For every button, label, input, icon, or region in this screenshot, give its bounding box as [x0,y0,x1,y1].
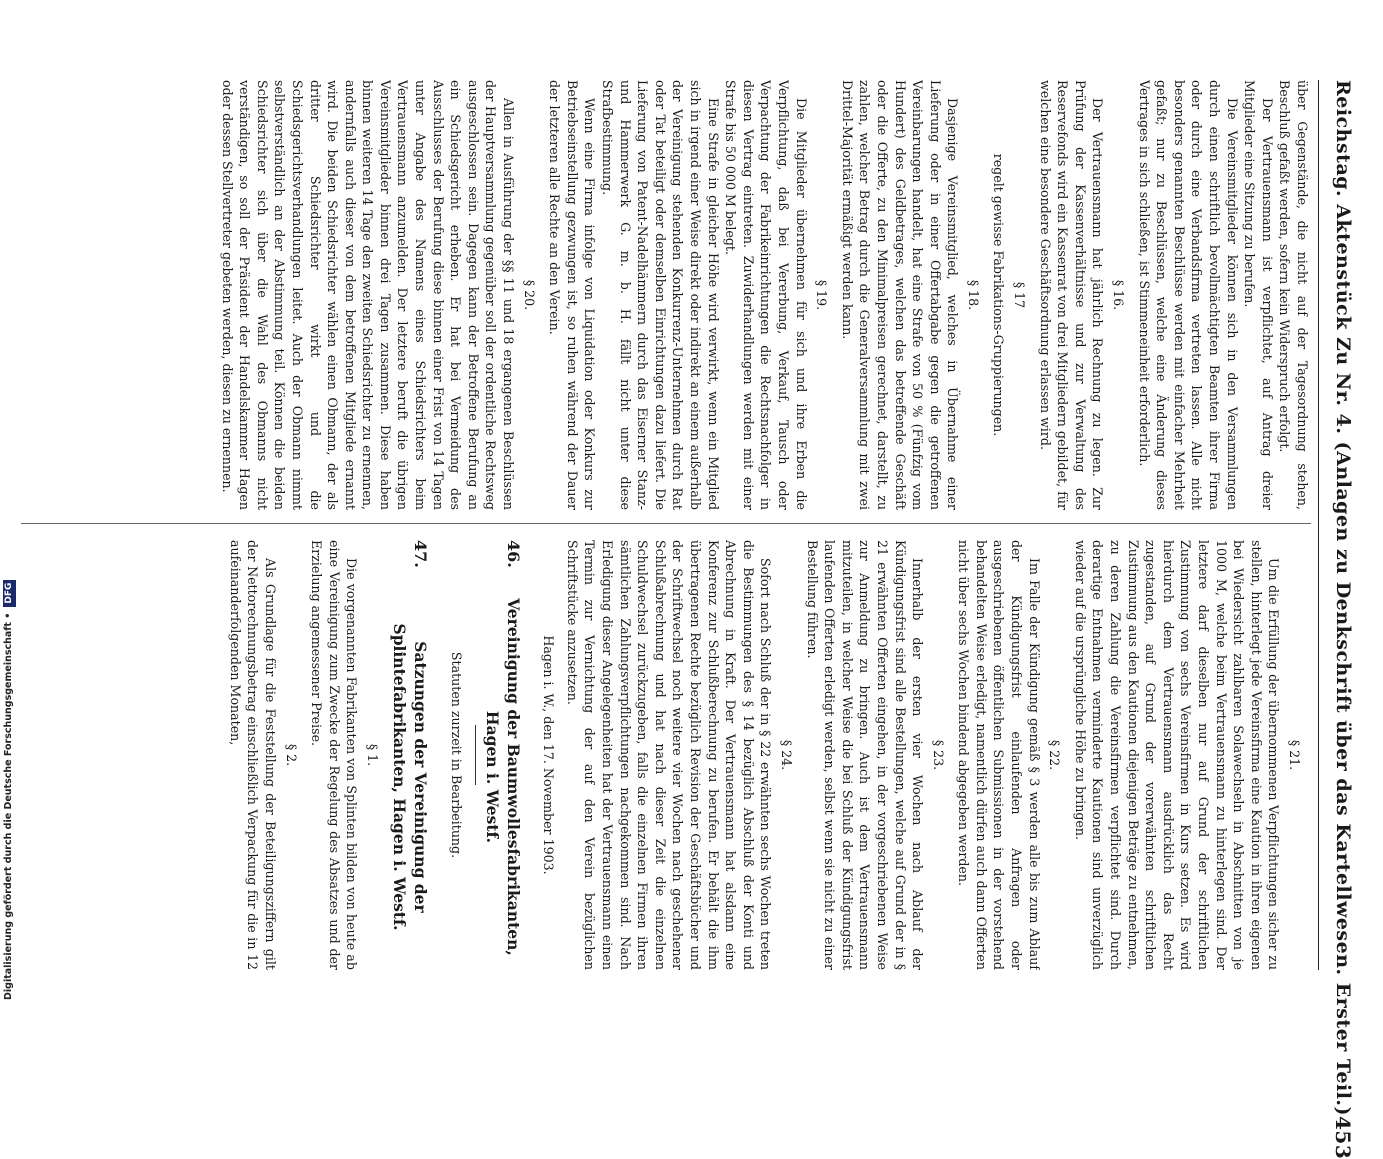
paragraph: Wenn eine Firma infolge von Liquidation oder Konkurs zur Betriebseinstellung gezwungen ist, so ruhen während der Dauer der letzteren alle Rechte an den Verein. [547,80,598,510]
section-heading: § 22. [1047,739,1063,771]
header-rule [1318,80,1319,970]
paragraph: Allen in Ausführung der §§ 11 und 18 ergangenen Beschlüssen der Hauptversammlung gegenüber soll der ordentliche Rechtsweg ausgeschlossen sein. Dagegen kann der Betroffene Berufung an ein Schiedsgericht erheben. Er hat bei Vermeidung des Ausschlusses der Berufung diese binnen einer Frist von 14 Tagen unter Angabe des Namens eines Schiedsrichters beim Vertrauensmann anzumelden. Der letztere beruft die übrigen Vereinsmitglieder binnen drei Tagen zusammen. Diese haben binnen weiteren 14 Tage den zweiten Schiedsrichter zu ernennen, andernfalls auch dieser von dem betroffenen Mitgliede ernannt wird. Die beiden Schiedsrichter wählen einen Obmann, der als dritter Schiedsrichter wirkt und die Schiedsgerichtsverhandlungen leitet. Auch der Obmann nimmt selbstverständlich an der Abstimmung teil. Können die beiden Schiedsrichter sich über die Wahl des Obmanns nicht verständigen, so soll der Präsident der Handelskammer Hagen oder dessen Stellvertreter gebeten werden, diesen zu ernennen. [219,80,517,510]
paragraph: Im Falle der Kündigung gemäß § 3 werden alle bis zum Ablauf der Kündigungsfrist einlaufenden Anfragen oder ausgeschriebenen öffentlichen Submissionen in der vorstehend behandelten Weise erledigt, namentlich dürfen auch dann Offerten nicht über sechs Wochen bindend abgegeben werden. [956,540,1042,970]
section-heading: § 19. [814,279,830,311]
paragraph: Eine Strafe in gleicher Höhe wird verwirkt, wenn ein Mitglied sich in irgend einer Weise direkt oder indirekt an einem außerhalb der Vereinigung stehenden Konkurrenz-Unternehmen durch Rat oder Tat beteiligt oder demselben Einrichtungen dazu liefert. Die Lieferung von Patent-Nadelhämmern durch das Eiserner Stanz- und Hammerwerk G. m. b. H. fällt nicht unter diese Strafbestimmung. [600,80,721,510]
column-divider [21,523,1311,524]
note: Statuten zurzeit in Bearbeitung. [448,651,464,859]
paragraph: Die Mitglieder übernehmen für sich und ihre Erben die Verpflichtung, daß bei Vererbung, Verkauf, Tausch oder Verpachtung der Fabrikeinrichtungen die Rechtsnachfolger in diesen Vertrag eintreten. Zuwiderhandlungen werden mit einer Strafe bis 50 000 M belegt. [723,80,809,510]
paragraph: Innerhalb der ersten vier Wochen nach Ablauf der Kündigungsfrist sind alle Bestellungen, welche auf Grund der in § 21 erwähnten Offerten eingehen, in der vorgeschriebenen Weise zur Anmeldung zu bringen. Auch ist dem Vertrauensmann mitzuteilen, in welcher Weise die bei Schluß der Kündigungsfrist laufenden Offerten erledigt werden, selbst wenn sie nicht zu einer Bestellung führen. [804,540,926,970]
section-summary: regelt gewisse Fabrikations-Gruppierungen. [991,153,1007,437]
paragraph: Die vorgenannten Fabrikanten von Splinten bilden von heute ab eine Vereinigung zum Zwecke der Regelung des Absatzes und der Erzielung angemessener Preise. [309,540,360,970]
left-column [21,80,1311,510]
digitization-credit [0,40,18,1000]
page-header [1323,80,1363,1159]
document-heading-47 [389,540,431,970]
section-heading: § 17 [1012,281,1028,309]
paragraph: Die Vereinsmitglieder können sich in den Versammlungen durch einen schriftlich bevollmächtigten Beamten ihrer Firma oder durch eine Verbandsfirma vertreten lassen. Alle nicht besonders genannten Beschlüsse werden mit einfacher Mehrheit gefaßt; nur zu Beschlüssen, welche eine Änderung dieses Vertrages in sich schließen, ist Stimmeneinheit erforderlich. [1136,80,1240,510]
signature-line: Hagen i. W., den 17. November 1903. [541,635,557,875]
section-heading: § 1. [365,743,381,767]
short-rule [475,725,476,785]
section-heading: § 20. [521,279,537,311]
paragraph: Dasjenige Vereinsmitglied, welches in Übernahme einer Lieferung oder in einer Offertabgabe gegen die getroffenen Vereinbarungen handelt, hat eine Strafe von 50 % (Fünfzig vom Hundert) des Geldbetrages, welchen das betreffende Geschäft oder die Offerte, zu den Minimalpreisen gerechnet, darstellt, zu zahlen, welcher Betrag durch die Generalversammlung mit zwei Drittel-Majorität ermäßigt werden kann. [839,80,961,510]
paragraph: Der Vertrauensmann ist verpflichtet, auf Antrag dreier Mitglieder eine Sitzung zu berufen. [1242,80,1275,510]
section-heading: § 18. [965,279,981,311]
heading-number: 46. [503,540,523,568]
running-title: Reichstag. Aktenstück Zu Nr. 4. (Anlagen zu Denkschrift über das Kartellwesen. Erster Teil.) [1332,80,1354,1117]
section-heading: § 23. [930,739,946,771]
section-heading: § 21. [1287,739,1302,771]
section-heading: § 16. [1111,279,1127,311]
paragraph: über Gegenstände, die nicht auf der Tagesordnung stehen, Beschluß gefaßt werden, sofern kein Widerspruch erfolgt. [1277,80,1310,510]
page-number: 453 [1331,1116,1355,1159]
digitization-credit-strip [0,0,18,1000]
credit-text: Digitalisierung gefördert durch die Deutsche Forschungsgemeinschaft • [3,612,14,1000]
heading-title: Satzungen der Vereinigung der Splintefabrikanten, Hagen i. Westf. [390,623,431,931]
section-heading: § 24. [778,739,794,771]
dfg-logo: DFG [3,580,16,607]
paragraph: Der Vertrauensmann hat jährlich Rechnung zu legen. Zur Prüfung der Kassenverhältnisse und zur Verwaltung des Reservefonds wird ein Kassenrat von drei Mitgliedern gebildet, für welchen eine besondere Geschäftsordnung erlassen wird. [1037,80,1106,510]
right-column [21,540,1311,970]
paragraph: Sofort nach Schluß der in § 22 erwähnten sechs Wochen treten die Bestimmungen des § 14 bezüglich Abschluß der Konti und Abrechnung in Kraft. Der Vertrauensmann hat alsdann eine Konferenz zur Schlußberechnung zu berufen. Er behält die ihm übertragenen Rechte bezüglich Revision der Geschäftsbücher und der Schriftwechsel noch weitere vier Wochen nach geschehener Schlußabrechnung und hat nach dieser Zeit die einzelnen Schuldwechsel zurückzugeben, falls die einzelnen Firmen ihren sämtlichen Zahlungsverpflichtungen nachgekommen sind. Nach Erledigung dieser Angelegenheiten hat der Vertrauensmann einen Termin zur Vernichtung der auf den Verein bezüglichen Schriftstücke anzusetzen. [564,540,774,970]
heading-number: 47. [411,540,431,568]
heading-title: Vereinigung der Baumwollesfabrikanten, Hagen i. Westf. [482,598,523,956]
section-heading: § 2. [283,743,299,767]
paragraph: Um die Erfüllung der übernommenen Verpflichtungen sicher zu stellen, hinterlegt jede Vereinsfirma eine Kaution in ihren eigenen bei Wiedersicht zahlbaren Solawechseln in Abschnitten von je 1000 M, welche beim Vertrauensmann zu hinterlegen sind. Der letztere darf dieselben nur auf Grund der schriftlichen Zustimmung von sechs Vereinsfirmen in Kurs setzen. Es wird hierdurch dem Vertrauensmann ausdrücklich das Recht zugestanden, auf Grund der vorerwähnten schriftlichen Zustimmung aus den Kautionen diejenigen Beträge zu entnehmen, zu deren Zahlung die Vereinsfirmen verpflichtet sind. Durch derartige Entnahmen verminderte Kautionen sind unverzüglich wieder auf die ursprüngliche Höhe zu bringen. [1072,540,1282,970]
paragraph: Als Grundlage für die Feststellung der Beteiligungsziffern gilt der Nettorechnungsbetrag einschließlich Verpackung für die in 12 aufeinanderfolgenden Monaten, [227,540,279,970]
document-heading-46 [482,540,524,970]
